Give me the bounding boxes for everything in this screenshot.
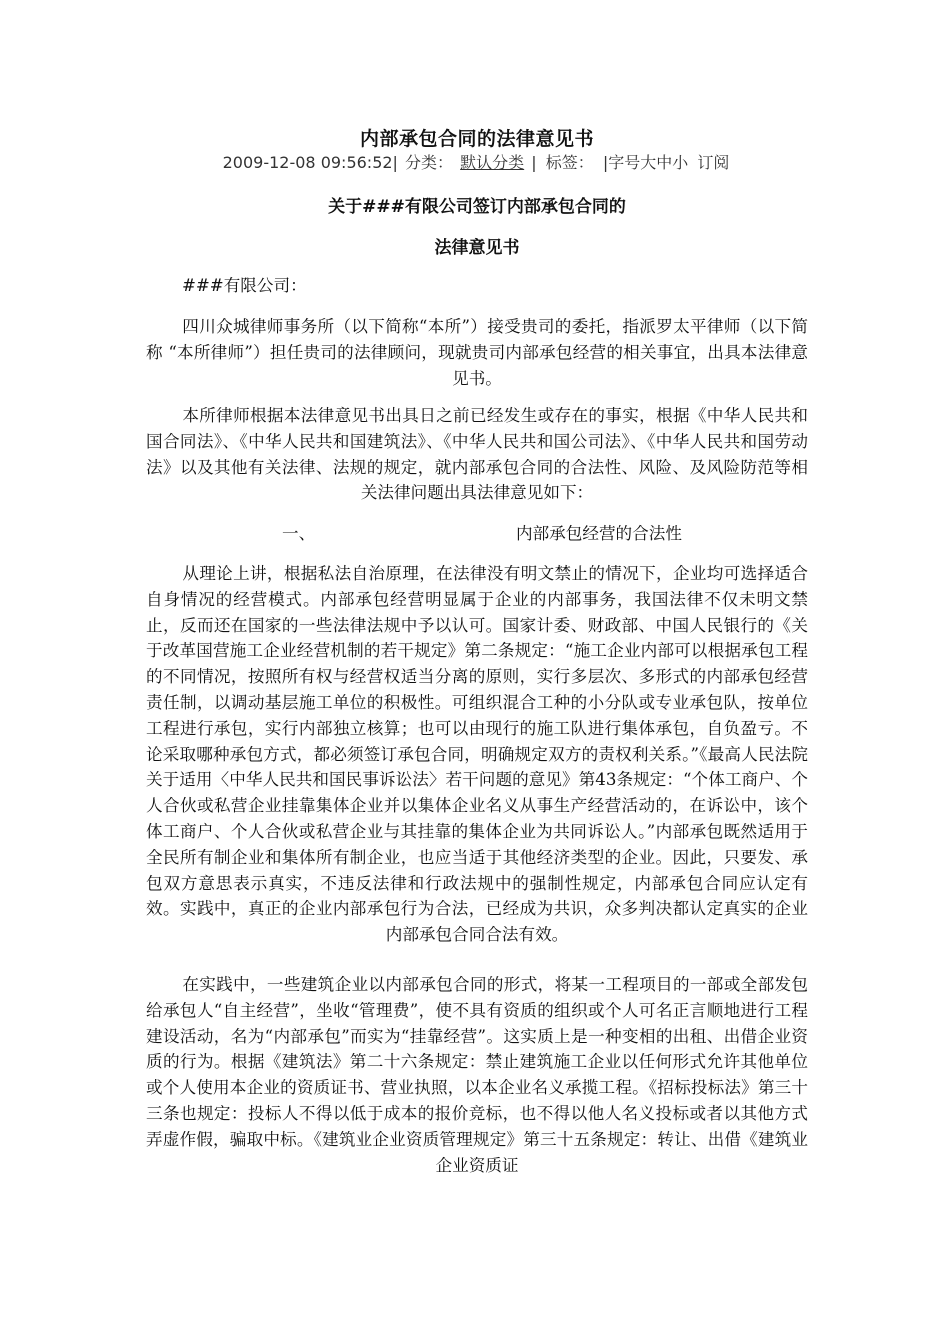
paragraph-basis-text: 本所律师根据本法律意见书出具日之前已经发生或存在的事实，根据《中华人民共和国合同法》、《中华人民共和国建筑法》、《中华人民共和国公司法》、《中华人民共和国劳动法》以及其他有关法律、法规的规定，就内部承包合同的合法性、风险、及风险防范等相关法律问题出具法律意见如下：	[146, 406, 808, 503]
paragraph-intro-text: 四川众城律师事务所（以下简称“本所”）接受贵司的委托，指派罗太平律师（以下简称 “本所律师”）担任贵司的法律顾问，现就贵司内部承包经营的相关事宜，出具本法律意见书。	[146, 317, 808, 388]
paragraph-legality-text: 从理论上讲，根据私法自治原理，在法律没有明文禁止的情况下，企业均可选择适合自身情况的经营模式。内部承包经营明显属于企业的内部事务，我国法律不仅未明文禁止，反而还在国家的一些法律法规中予以认可。国家计委、财政部、中国人民银行的《关于改革国营施工企业经营机制的若干规定》第二条规定：“施工企业内部可以根据承包工程的不同情况，按照所有权与经营权适当分离的原则，实行多层次、多形式的内部承包经营责任制，以调动基层施工单位的积极性。可组织混合工种的小分队或专业承包队，按单位工程进行承包，实行内部独立核算；也可以由现行的施工队进行集体承包，自负盈亏。不论采取哪种承包方式，都必须签订承包合同，明确规定双方的责权利关系。”《最高人民法院关于适用〈中华人民共和国民事诉讼法〉若干问题的意见》第43条规定：“个体工商户、个人合伙或私营企业挂靠集体企业并以集体企业名义从事生产经营活动的，在诉讼中，该个体工商户、个人合伙或私营企业与其挂靠的集体企业为共同诉讼人。”内部承包既然适用于全民所有制企业和集体所有制企业，也应当适于其他经济类型的企业。因此，只要发、承包双方意思表示真实，不违反法律和行政法规中的强制性规定，内部承包合同应认定有效。实践中，真正的企业内部承包行为合法，已经成为共识，众多判决都认定真实的企业内部承包合同合法有效。	[146, 564, 808, 945]
paragraph-practice-text: 在实践中，一些建筑企业以内部承包合同的形式，将某一工程项目的一部或全部发包给承包人“自主经营”，坐收“管理费”，使不具有资质的组织或个人可名正言顺地进行工程建设活动，名为“内部承包”而实为“挂靠经营”。这实质上是一种变相的出租、出借企业资质的行为。根据《建筑法》第二十六条规定：禁止建筑施工企业以任何形式允许其他单位或个人使用本企业的资质证书、营业执照，以本企业名义承揽工程。《招标投标法》第三十三条也规定：投标人不得以低于成本的报价竞标，也不得以他人名义投标或者以其他方式弄虚作假，骗取中标。《建筑业企业资质管理规定》第三十五条规定：转让、出借《建筑业企业资质证	[146, 975, 808, 1175]
paragraph-intro	[146, 314, 808, 391]
category-label: 分类：	[405, 153, 454, 172]
section-number: 一、	[282, 524, 316, 543]
tags-label: 标签：	[545, 153, 594, 172]
opinion-heading-line2: 法律意见书	[434, 238, 520, 258]
paragraph-practice	[146, 972, 808, 1178]
category-link[interactable]: 默认分类	[460, 153, 525, 172]
section-title: 内部承包经营的合法性	[516, 524, 682, 543]
subscribe-link[interactable]: 订阅	[697, 153, 730, 172]
post-meta-bar	[146, 150, 808, 173]
post-datetime: 2009-12-08 09:56:52|	[222, 153, 398, 172]
meta-separator: |	[531, 153, 537, 172]
paragraph-legality	[146, 561, 808, 948]
addressee: ###有限公司：	[182, 276, 307, 295]
paragraph-basis	[146, 403, 808, 506]
opinion-heading-line1: 关于###有限公司签订内部承包合同的	[328, 197, 626, 217]
font-size-selector[interactable]: |字号大中小	[602, 153, 689, 172]
document-title: 内部承包合同的法律意见书	[359, 128, 594, 150]
